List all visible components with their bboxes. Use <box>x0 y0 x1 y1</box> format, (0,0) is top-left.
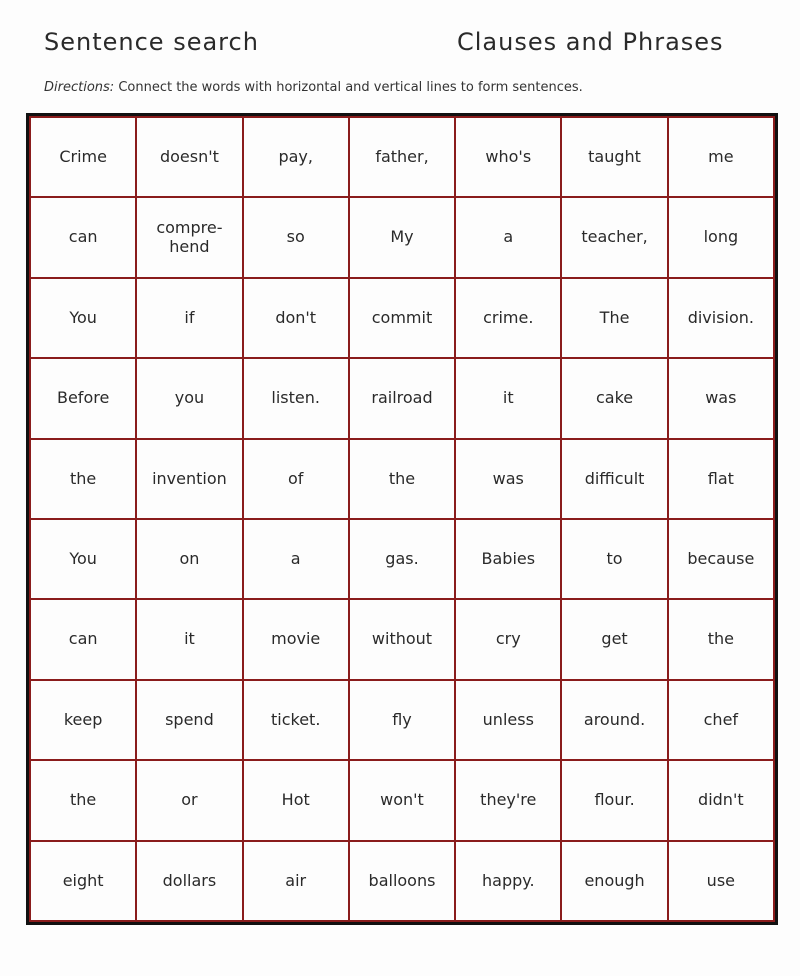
grid-cell[interactable]: to <box>562 520 666 598</box>
grid-cell[interactable]: teacher, <box>562 198 666 276</box>
grid-cell[interactable]: invention <box>137 440 241 518</box>
grid-cell[interactable]: was <box>456 440 560 518</box>
grid-cell[interactable]: Babies <box>456 520 560 598</box>
grid-cell[interactable]: of <box>244 440 348 518</box>
worksheet-title: Sentence search <box>44 28 259 56</box>
grid-cell[interactable]: don't <box>244 279 348 357</box>
grid-cell[interactable]: use <box>669 842 773 920</box>
directions <box>44 80 583 95</box>
grid-cell[interactable]: You <box>31 279 135 357</box>
grid-cell[interactable]: enough <box>562 842 666 920</box>
grid-cell[interactable]: compre- hend <box>137 198 241 276</box>
grid-cell[interactable]: spend <box>137 681 241 759</box>
grid-cell[interactable]: listen. <box>244 359 348 437</box>
grid-cell[interactable]: flat <box>669 440 773 518</box>
grid-cell[interactable]: a <box>244 520 348 598</box>
grid-cell[interactable]: the <box>350 440 454 518</box>
grid-cell[interactable]: Hot <box>244 761 348 839</box>
grid-cell[interactable]: because <box>669 520 773 598</box>
grid-cell[interactable]: difficult <box>562 440 666 518</box>
grid-cell[interactable]: happy. <box>456 842 560 920</box>
grid-cell[interactable]: The <box>562 279 666 357</box>
grid-cell[interactable]: the <box>669 600 773 678</box>
grid-cell[interactable]: cry <box>456 600 560 678</box>
grid-cell[interactable]: taught <box>562 118 666 196</box>
word-grid <box>26 113 778 925</box>
grid-cell[interactable]: around. <box>562 681 666 759</box>
grid-cell[interactable]: on <box>137 520 241 598</box>
grid-cell[interactable]: can <box>31 600 135 678</box>
grid-cell[interactable]: you <box>137 359 241 437</box>
grid-cell[interactable]: unless <box>456 681 560 759</box>
grid-cell[interactable]: crime. <box>456 279 560 357</box>
grid-cell[interactable]: was <box>669 359 773 437</box>
grid-cell[interactable]: a <box>456 198 560 276</box>
grid-cell[interactable]: won't <box>350 761 454 839</box>
grid-cell[interactable]: or <box>137 761 241 839</box>
worksheet-subtitle: Clauses and Phrases <box>457 28 724 56</box>
grid-cell[interactable]: without <box>350 600 454 678</box>
grid-cell[interactable]: can <box>31 198 135 276</box>
grid-cell[interactable]: so <box>244 198 348 276</box>
grid-cell[interactable]: chef <box>669 681 773 759</box>
grid-cell[interactable]: Before <box>31 359 135 437</box>
directions-label: Directions: <box>44 80 115 95</box>
grid-cell[interactable]: My <box>350 198 454 276</box>
grid-cell[interactable]: fly <box>350 681 454 759</box>
grid-cell[interactable]: long <box>669 198 773 276</box>
grid-cell[interactable]: it <box>137 600 241 678</box>
grid-cell[interactable]: movie <box>244 600 348 678</box>
grid-cell[interactable]: air <box>244 842 348 920</box>
grid-cell[interactable]: cake <box>562 359 666 437</box>
grid-cell[interactable]: commit <box>350 279 454 357</box>
grid-cell[interactable]: ticket. <box>244 681 348 759</box>
grid-cell[interactable]: flour. <box>562 761 666 839</box>
grid-cell[interactable]: who's <box>456 118 560 196</box>
grid-cell[interactable]: keep <box>31 681 135 759</box>
grid-cell[interactable]: division. <box>669 279 773 357</box>
grid-cell[interactable]: if <box>137 279 241 357</box>
grid-cell[interactable]: me <box>669 118 773 196</box>
grid-cell[interactable]: doesn't <box>137 118 241 196</box>
directions-text: Connect the words with horizontal and vertical lines to form sentences. <box>118 80 583 95</box>
grid-cell[interactable]: eight <box>31 842 135 920</box>
grid-cell[interactable]: Crime <box>31 118 135 196</box>
grid-cell[interactable]: gas. <box>350 520 454 598</box>
grid-cell[interactable]: they're <box>456 761 560 839</box>
grid-cell[interactable]: dollars <box>137 842 241 920</box>
grid-cell[interactable]: it <box>456 359 560 437</box>
grid-cell[interactable]: You <box>31 520 135 598</box>
grid-cell[interactable]: pay, <box>244 118 348 196</box>
grid-cell[interactable]: the <box>31 440 135 518</box>
grid-cell[interactable]: get <box>562 600 666 678</box>
grid-cell[interactable]: didn't <box>669 761 773 839</box>
grid-cell[interactable]: the <box>31 761 135 839</box>
word-grid-cells <box>29 116 775 922</box>
grid-cell[interactable]: father, <box>350 118 454 196</box>
grid-cell[interactable]: railroad <box>350 359 454 437</box>
grid-cell[interactable]: balloons <box>350 842 454 920</box>
